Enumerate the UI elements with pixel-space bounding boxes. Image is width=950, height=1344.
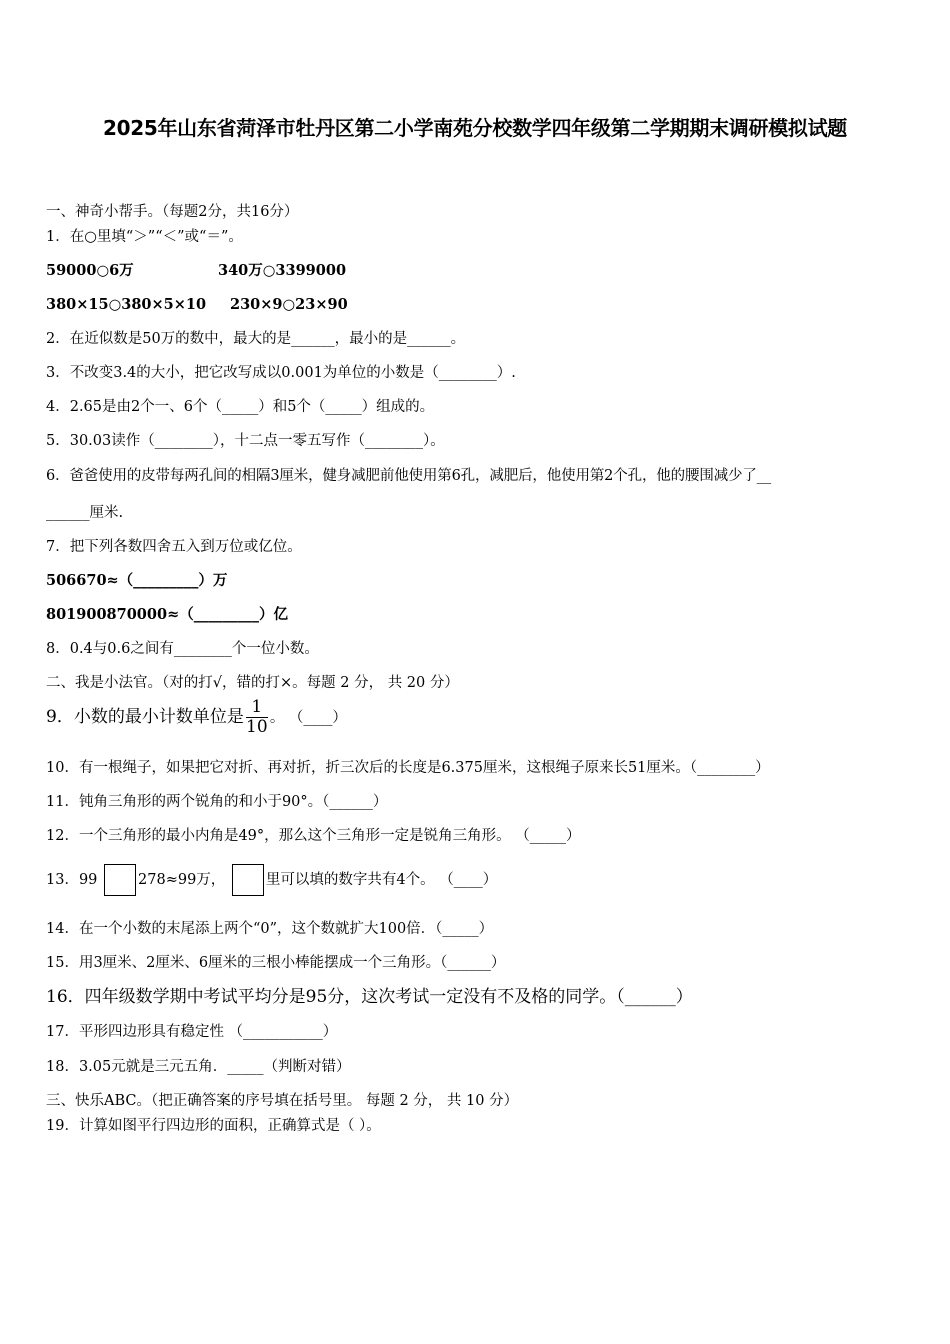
question-15: 15．用3厘米、2厘米、6厘米的三根小棒能摆成一个三角形。（______） bbox=[46, 955, 506, 971]
question-13-suffix: 里可以填的数字共有4个。 （____） bbox=[265, 872, 498, 888]
fraction-denominator: 10 bbox=[246, 717, 268, 737]
question-1c: 380×15○380×5×10 bbox=[46, 296, 207, 313]
blank-box-2 bbox=[232, 864, 264, 896]
blank-box-1 bbox=[104, 864, 136, 896]
section-3-heading: 三、快乐ABC。（把正确答案的序号填在括号里。 每题 2 分， 共 10 分） bbox=[46, 1093, 519, 1109]
question-18: 18．3.05元就是三元五角．_____（判断对错） bbox=[46, 1059, 351, 1075]
question-6-line-2: ______厘米. bbox=[46, 505, 124, 521]
question-1d: 230×9○23×90 bbox=[230, 296, 348, 313]
question-7b: 801900870000≈（_________）亿 bbox=[46, 606, 288, 623]
question-7: 7．把下列各数四舍五入到万位或亿位。 bbox=[46, 539, 302, 555]
question-9-answer: 。 （____） bbox=[269, 710, 347, 726]
question-5: 5．30.03读作（________），十二点一零五写作（________）。 bbox=[46, 433, 445, 449]
question-4: 4．2.65是由2个一、6个（_____）和5个（_____）组成的。 bbox=[46, 399, 435, 415]
section-1-heading: 一、神奇小帮手。（每题2分，共16分） bbox=[46, 204, 299, 220]
question-8: 8．0.4与0.6之间有________个一位小数。 bbox=[46, 641, 319, 657]
question-9 bbox=[46, 697, 347, 738]
question-2: 2．在近似数是50万的数中，最大的是______，最小的是______。 bbox=[46, 331, 466, 347]
fraction-numerator: 1 bbox=[251, 697, 263, 717]
question-1b: 340万○3399000 bbox=[218, 262, 347, 279]
question-10: 10．有一根绳子，如果把它对折、再对折，折三次后的长度是6.375厘米，这根绳子原来长51厘米。（________） bbox=[46, 760, 770, 776]
question-1a: 59000○6万 bbox=[46, 262, 134, 279]
question-19: 19．计算如图平行四边形的面积，正确算式是（ ）。 bbox=[46, 1118, 381, 1134]
question-9-text: 9．小数的最小计数单位是 bbox=[46, 707, 244, 727]
question-13-middle: 278≈99万， bbox=[138, 872, 226, 888]
question-14: 14．在一个小数的末尾添上两个“0”，这个数就扩大100倍．（_____） bbox=[46, 921, 494, 937]
question-1: 1．在○里填“＞”“＜”或“＝”。 bbox=[46, 229, 243, 245]
question-13-prefix: 13．99 bbox=[46, 872, 98, 888]
fraction-one-tenth bbox=[246, 699, 268, 736]
question-13 bbox=[46, 860, 497, 900]
section-2-heading: 二、我是小法官。（对的打√，错的打×。每题 2 分， 共 20 分） bbox=[46, 675, 459, 691]
question-12: 12．一个三角形的最小内角是49°，那么这个三角形一定是锐角三角形。 （_____） bbox=[46, 828, 581, 844]
question-16: 16．四年级数学期中考试平均分是95分，这次考试一定没有不及格的同学。（______） bbox=[46, 987, 693, 1007]
question-6-line-1: 6．爸爸使用的皮带每两孔间的相隔3厘米，健身减肥前他使用第6孔，减肥后，他使用第2个孔，他的腰围减少了__ bbox=[46, 468, 771, 484]
question-11: 11．钝角三角形的两个锐角的和小于90°。（______） bbox=[46, 794, 388, 810]
question-3: 3．不改变3.4的大小，把它改写成以0.001为单位的小数是（________）. bbox=[46, 365, 516, 381]
question-17: 17．平形四边形具有稳定性 （___________） bbox=[46, 1024, 338, 1040]
question-7a: 506670≈（_________）万 bbox=[46, 572, 228, 589]
page-title: 2025年山东省菏泽市牡丹区第二小学南苑分校数学四年级第二学期期末调研模拟试题 bbox=[103, 116, 847, 140]
